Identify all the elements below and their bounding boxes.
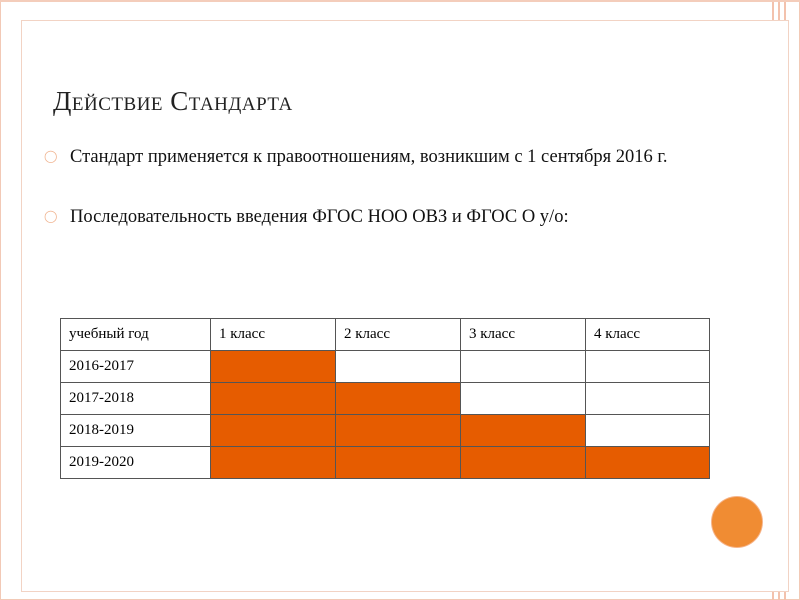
year-cell: 2018-2019 [61, 415, 211, 447]
empty-grade-cell [586, 415, 710, 447]
slide-title: Действие Стандарта [53, 86, 293, 116]
decorative-circle [712, 497, 762, 547]
bullet-icon: ◯ [44, 209, 58, 223]
table-row [61, 351, 710, 383]
bullet-item [44, 205, 694, 229]
filled-grade-cell [211, 415, 336, 447]
table-body [61, 351, 710, 479]
year-cell: 2016-2017 [61, 351, 211, 383]
filled-grade-cell [211, 351, 336, 383]
bullet-text: Последовательность введения ФГОС НОО ОВЗ и ФГОС О у/о: [70, 207, 569, 227]
filled-grade-cell [336, 415, 461, 447]
bullet-text: Стандарт применяется к правоотношениям, возникшим с 1 сентября 2016 г. [70, 147, 668, 167]
filled-grade-cell [336, 383, 461, 415]
filled-grade-cell [211, 447, 336, 479]
table-header-cell: 2 класс [336, 319, 461, 351]
bullet-icon: ◯ [44, 149, 58, 163]
year-cell: 2019-2020 [61, 447, 211, 479]
table-row [61, 447, 710, 479]
table-header-cell: 1 класс [211, 319, 336, 351]
table-header-row [61, 319, 710, 351]
year-cell: 2017-2018 [61, 383, 211, 415]
filled-grade-cell [461, 447, 586, 479]
filled-grade-cell [461, 415, 586, 447]
empty-grade-cell [586, 383, 710, 415]
filled-grade-cell [586, 447, 710, 479]
table-header-cell: учебный год [61, 319, 211, 351]
bullet-list [44, 145, 694, 229]
empty-grade-cell [461, 383, 586, 415]
table-header-cell: 3 класс [461, 319, 586, 351]
table-row [61, 383, 710, 415]
schedule-table [60, 318, 710, 479]
frame-top [0, 0, 800, 2]
empty-grade-cell [586, 351, 710, 383]
table-row [61, 415, 710, 447]
empty-grade-cell [461, 351, 586, 383]
empty-grade-cell [336, 351, 461, 383]
table-header-cell: 4 класс [586, 319, 710, 351]
bullet-item [44, 145, 694, 169]
filled-grade-cell [336, 447, 461, 479]
filled-grade-cell [211, 383, 336, 415]
